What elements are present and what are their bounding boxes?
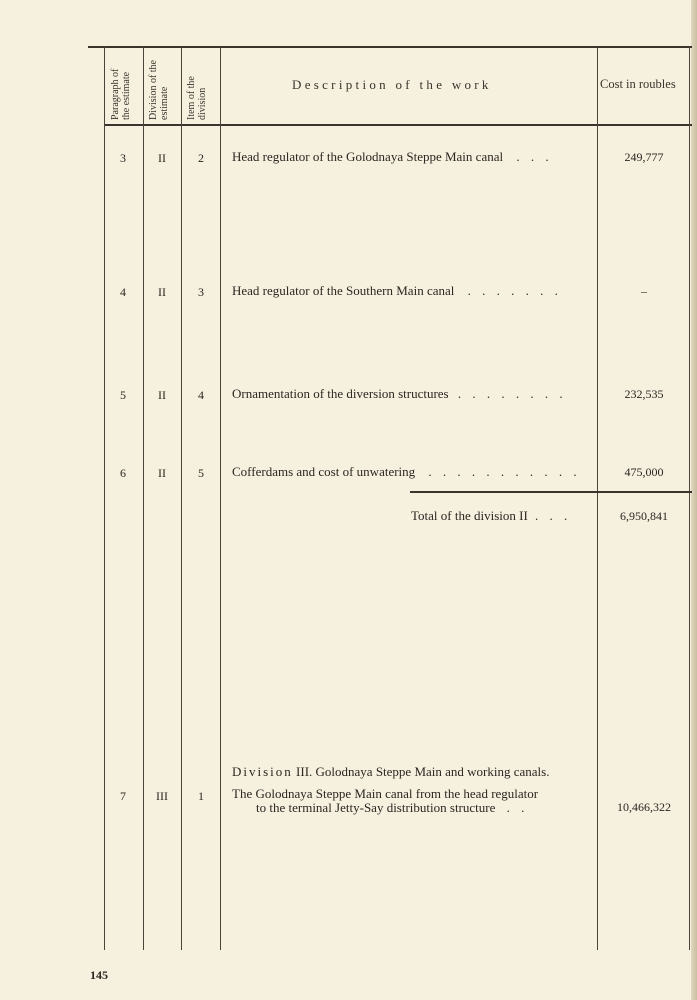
total-rule: [410, 491, 692, 493]
column-rule-4: [220, 47, 221, 950]
leader-dots: . .: [506, 800, 529, 815]
description-text: Head regulator of the Golodnaya Steppe Main canal: [232, 149, 504, 164]
header-division-line2: estimate: [159, 86, 170, 120]
description-cell: [232, 149, 553, 165]
header-item-line2: division: [197, 87, 208, 120]
column-rule-5: [597, 47, 598, 950]
description-cell: [232, 283, 562, 299]
description-text: Ornamentation of the diversion structures: [232, 386, 449, 401]
division-heading-word: Division: [232, 764, 293, 779]
page-edge: [691, 0, 697, 1000]
item-cell: 4: [198, 388, 204, 402]
division-cell: II: [158, 151, 166, 165]
cost-cell: 249,777: [624, 150, 664, 164]
header-division: [148, 60, 170, 120]
header-division-line1: Division of the: [148, 60, 159, 120]
division-heading-title: III. Golodnaya Steppe Main and working canals.: [296, 764, 550, 779]
column-rule-3: [181, 47, 182, 950]
column-rule-6: [689, 47, 690, 950]
paragraph-cell: 4: [120, 285, 126, 299]
division-cell: II: [158, 388, 166, 402]
item-cell: 5: [198, 466, 204, 480]
header-paragraph-line2: the estimate: [121, 71, 132, 120]
leader-dots: . . . . . . .: [467, 283, 562, 298]
header-item-line1: Item of the: [186, 76, 197, 120]
cost-cell: 232,535: [624, 387, 664, 401]
header-cost: Cost in roubles: [600, 77, 676, 91]
description-cell: [232, 464, 581, 480]
total-label-text: Total of the division II: [411, 508, 528, 523]
header-paragraph: [110, 69, 132, 120]
leader-dots: . . . . . . . . . . .: [428, 464, 581, 479]
division-cell: II: [158, 285, 166, 299]
cost-cell: 10,466,322: [617, 800, 671, 814]
column-rule-1: [104, 47, 105, 950]
header-item: [186, 76, 208, 120]
header-description: Description of the work: [292, 77, 492, 92]
cost-cell: –: [641, 284, 647, 298]
leader-dots: . . . . . . . .: [457, 386, 567, 401]
leader-dots: . . .: [535, 508, 572, 523]
header-paragraph-line1: Paragraph of: [110, 68, 121, 120]
description-line-2: [256, 800, 528, 816]
paragraph-cell: 3: [120, 151, 126, 165]
item-cell: 1: [198, 789, 204, 803]
description-text: to the terminal Jetty-Say distribution structure: [256, 800, 496, 815]
description-text: Head regulator of the Southern Main canal: [232, 283, 455, 298]
total-label: [411, 508, 571, 524]
paragraph-cell: 5: [120, 388, 126, 402]
top-rule: [88, 46, 692, 48]
description-text: Cofferdams and cost of unwatering: [232, 464, 416, 479]
description-cell: [232, 386, 567, 402]
page-number: 145: [90, 968, 108, 982]
leader-dots: . . .: [516, 149, 553, 164]
description-line-1: The Golodnaya Steppe Main canal from the head regulator: [232, 786, 539, 801]
header-bottom-rule: [104, 124, 692, 126]
column-rule-2: [143, 47, 144, 950]
total-value: 6,950,841: [620, 509, 668, 523]
division-cell: III: [156, 789, 168, 803]
paragraph-cell: 6: [120, 466, 126, 480]
division-heading: [232, 764, 549, 780]
cost-cell: 475,000: [624, 465, 664, 479]
division-cell: II: [158, 466, 166, 480]
item-cell: 2: [198, 151, 204, 165]
paragraph-cell: 7: [120, 789, 126, 803]
item-cell: 3: [198, 285, 204, 299]
